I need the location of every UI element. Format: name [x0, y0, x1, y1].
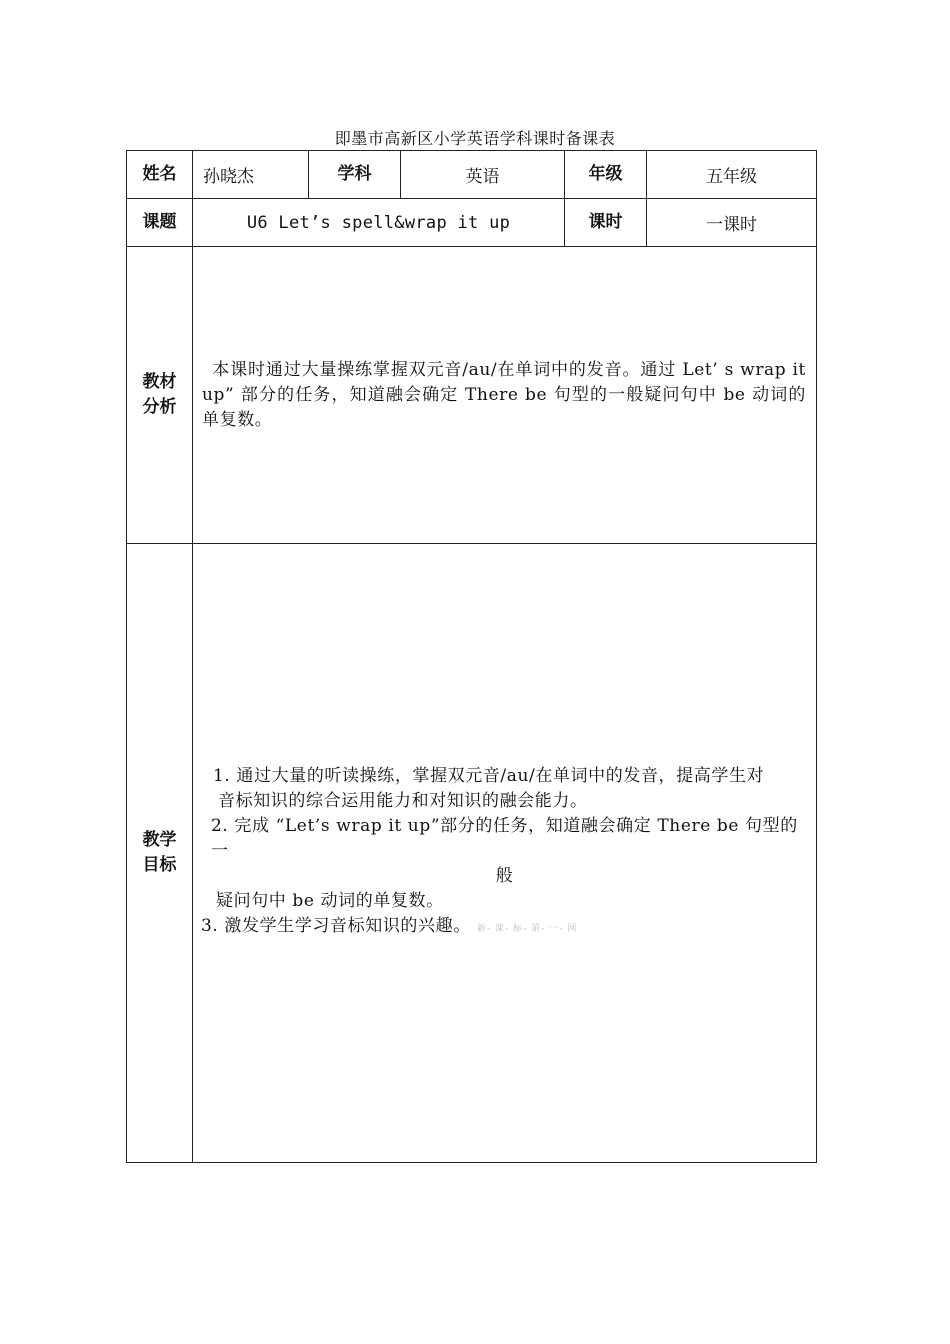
- goal-1-line-2: 音标知识的综合运用能力和对知识的融会能力。: [218, 791, 588, 811]
- goal-3-text: 3. 激发学生学习音标知识的兴趣。: [201, 916, 471, 936]
- goal-3-line: [201, 914, 808, 942]
- goal-1-line-1: 1. 通过大量的听读操练，掌握双元音/au/在单词中的发音，提高学生对: [213, 766, 765, 786]
- document-title: 即墨市高新区小学英语学科课时备课表: [334, 129, 616, 148]
- period-label: 课时: [565, 199, 647, 247]
- topic-row: [127, 199, 817, 247]
- watermark-text: 新- 课- 标- 第- 一- 网: [476, 924, 578, 934]
- goals-label-line-1: 教学: [142, 830, 177, 850]
- goal-2-line-1: 2. 完成 “Let’s wrap it up”部分的任务，知道融会确定 There be 句型的一: [211, 816, 798, 861]
- analysis-row: [127, 247, 817, 544]
- name-value: 孙晓杰: [193, 151, 309, 199]
- analysis-text: 本课时通过大量操练掌握双元音/au/在单词中的发音。通过 Let’ s wrap it up” 部分的任务，知道融会确定 There be 句型的一般疑问句中 be 动词的单复数。: [202, 359, 806, 430]
- topic-value: U6 Let’s spell&wrap it up: [193, 199, 565, 247]
- goal-2-line-2: 般: [495, 866, 514, 886]
- analysis-label: [127, 247, 193, 544]
- goals-list: [193, 764, 816, 942]
- goals-label-line-2: 目标: [142, 855, 177, 875]
- analysis-label-line-1: 教材: [142, 372, 177, 392]
- topic-label: 课题: [127, 199, 193, 247]
- lesson-plan-table: [126, 150, 817, 1163]
- subject-label: 学科: [309, 151, 401, 199]
- subject-value: 英语: [401, 151, 565, 199]
- goals-label: [127, 544, 193, 1163]
- info-row: [127, 151, 817, 199]
- goal-2-line-3: 疑问句中 be 动词的单复数。: [216, 891, 444, 911]
- period-value: 一课时: [647, 199, 817, 247]
- name-label: 姓名: [127, 151, 193, 199]
- goals-content: [193, 544, 817, 1163]
- grade-value: 五年级: [647, 151, 817, 199]
- grade-label: 年级: [565, 151, 647, 199]
- goals-row: [127, 544, 817, 1163]
- analysis-label-line-2: 分析: [142, 397, 177, 417]
- analysis-paragraph: [193, 358, 816, 433]
- analysis-content: [193, 247, 817, 544]
